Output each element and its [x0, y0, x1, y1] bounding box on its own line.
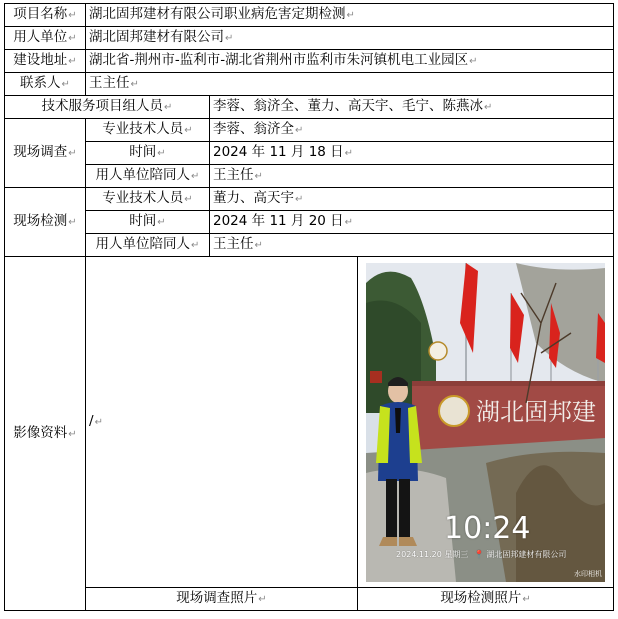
- testing-section-label: 现场检测↵: [5, 188, 86, 257]
- row-captions: [5, 588, 614, 611]
- testing-time-label: 时间↵: [86, 211, 210, 234]
- employer-label: 用人单位↵: [5, 27, 86, 50]
- testing-escort-value: 王主任↵: [210, 234, 614, 257]
- row-survey-staff: [5, 119, 614, 142]
- survey-escort-label: 用人单位陪同人↵: [86, 165, 210, 188]
- photo-watermark: 水印相机: [574, 569, 603, 578]
- row-employer: [5, 27, 614, 50]
- address-value: 湖北省-荆州市-监利市-湖北省荆州市监利市朱河镇机电工业园区↵: [86, 50, 614, 73]
- row-images: [5, 257, 614, 588]
- row-testing-time: [5, 211, 614, 234]
- testing-staff-value: 董力、高天宇↵: [210, 188, 614, 211]
- row-survey-time: [5, 142, 614, 165]
- survey-staff-value: 李蓉、翁济全↵: [210, 119, 614, 142]
- project-name-value: 湖北固邦建材有限公司职业病危害定期检测↵: [86, 4, 614, 27]
- survey-staff-label: 专业技术人员↵: [86, 119, 210, 142]
- team-label: 技术服务项目组人员↵: [5, 96, 210, 119]
- photo-timestamp: 2024.11.20 星期三 📍 湖北固邦建材有限公司: [396, 549, 567, 559]
- testing-staff-label: 专业技术人员↵: [86, 188, 210, 211]
- survey-photo-caption: 现场调查照片↵: [86, 588, 358, 611]
- testing-photo-cell: [358, 257, 614, 588]
- info-table: [4, 3, 614, 611]
- location-pin-icon: 📍: [474, 549, 485, 559]
- contact-label: 联系人↵: [5, 73, 86, 96]
- row-team: [5, 96, 614, 119]
- employer-value: 湖北固邦建材有限公司↵: [86, 27, 614, 50]
- photo-clock: 10:24: [444, 510, 531, 546]
- row-testing-staff: [5, 188, 614, 211]
- testing-time-value: 2024 年 11 月 20 日↵: [210, 211, 614, 234]
- row-survey-escort: [5, 165, 614, 188]
- testing-escort-label: 用人单位陪同人↵: [86, 234, 210, 257]
- sign-text: 湖北固邦建: [476, 397, 597, 426]
- team-value: 李蓉、翁济全、董力、高天宇、毛宁、陈燕冰↵: [210, 96, 614, 119]
- survey-section-label: 现场调查↵: [5, 119, 86, 188]
- testing-photo: [366, 263, 605, 582]
- survey-escort-value: 王主任↵: [210, 165, 614, 188]
- row-project-name: [5, 4, 614, 27]
- row-contact: [5, 73, 614, 96]
- address-label: 建设地址↵: [5, 50, 86, 73]
- row-testing-escort: [5, 234, 614, 257]
- survey-time-value: 2024 年 11 月 18 日↵: [210, 142, 614, 165]
- survey-photo-placeholder: /: [89, 413, 94, 429]
- images-section-label: 影像资料↵: [5, 257, 86, 611]
- contact-value: 王主任↵: [86, 73, 614, 96]
- row-address: [5, 50, 614, 73]
- project-name-label: 项目名称↵: [5, 4, 86, 27]
- survey-time-label: 时间↵: [86, 142, 210, 165]
- testing-photo-caption: 现场检测照片↵: [358, 588, 614, 611]
- survey-photo-cell: /↵: [86, 257, 358, 588]
